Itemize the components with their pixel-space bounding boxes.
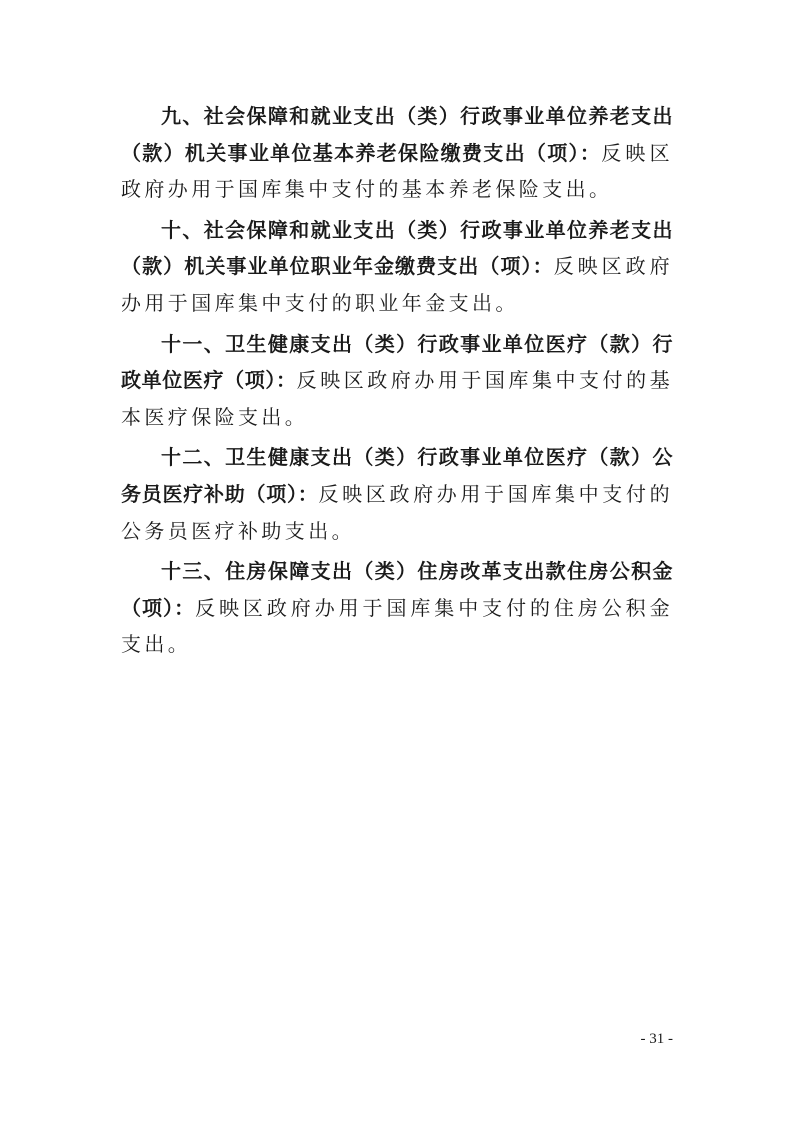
- paragraph-text: 反映区政府办用于国库集中支付的住房公积金支出。: [121, 595, 674, 657]
- paragraph-item-9: [121, 98, 673, 208]
- paragraph-text: 反映区政府办用于国库集中支付的基本养老保险支出。: [121, 140, 674, 202]
- paragraph-heading: 十二、卫生健康支出（类）行政事业单位医疗（款）公务员医疗补助（项）：: [121, 445, 673, 506]
- paragraph-item-10: [121, 212, 673, 322]
- paragraph-item-11: [121, 326, 673, 436]
- document-body: [121, 98, 673, 667]
- paragraph-heading: 十三、住房保障支出（类）住房改革支出款住房公积金（项）：: [121, 559, 673, 620]
- paragraph-text: 反映区政府办用于国库集中支付的公务员医疗补助支出。: [121, 481, 673, 543]
- paragraph-heading: 十一、卫生健康支出（类）行政事业单位医疗（款）行政单位医疗（项）：: [121, 331, 673, 393]
- paragraph-text: 反映区政府办用于国库集中支付的职业年金支出。: [121, 254, 674, 315]
- paragraph-item-13: [121, 553, 673, 663]
- paragraph-text: 反映区政府办用于国库集中支付的基本医疗保险支出。: [121, 368, 674, 429]
- page-number: - 31 -: [640, 1031, 673, 1047]
- paragraph-heading: 十、社会保障和就业支出（类）行政事业单位养老支出（款）机关事业单位职业年金缴费支出（项）：: [121, 217, 673, 279]
- paragraph-item-12: [121, 439, 673, 549]
- paragraph-heading: 九、社会保障和就业支出（类）行政事业单位养老支出（款）机关事业单位基本养老保险缴费支出（项）：: [121, 104, 673, 165]
